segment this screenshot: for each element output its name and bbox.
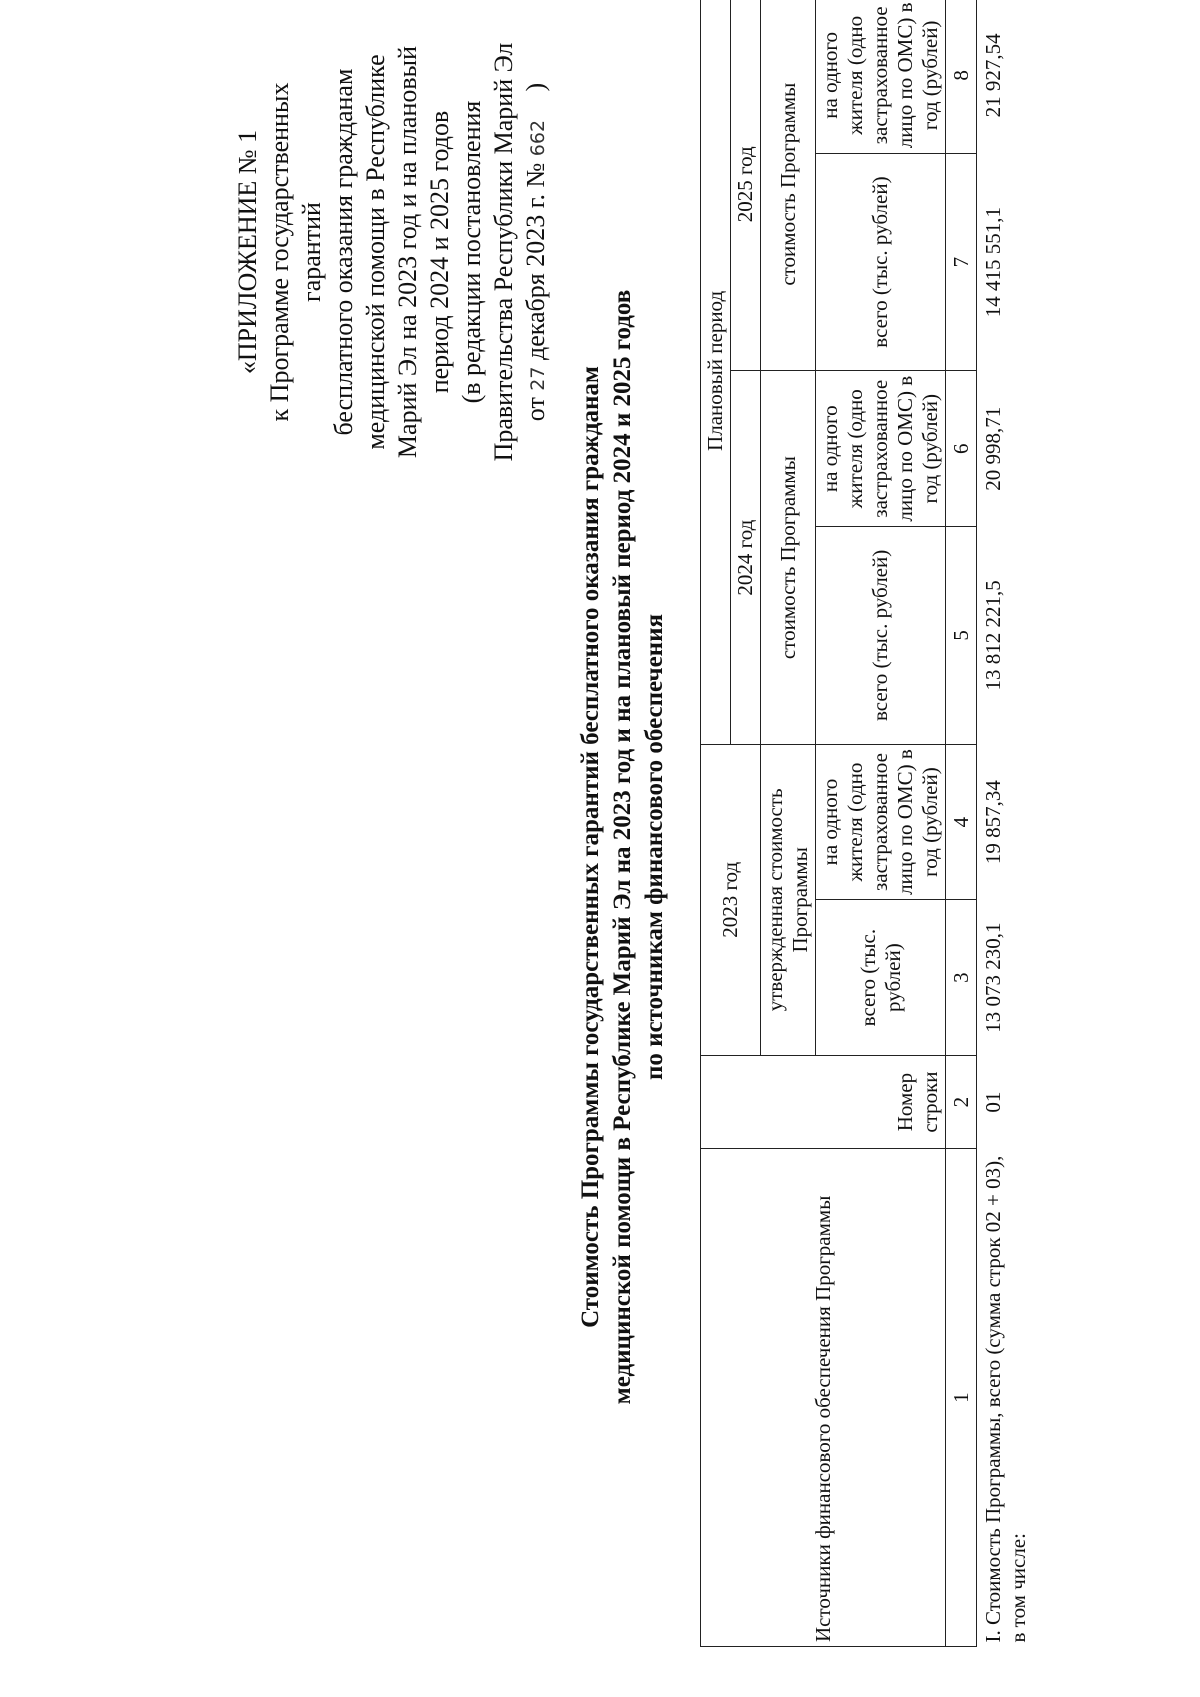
appendix-line: к Программе государственных гарантий xyxy=(265,82,326,422)
column-number: 4 xyxy=(946,744,977,900)
row-total-2025: 14 415 551,1 xyxy=(981,206,1005,318)
header-approved-cost: утвержденная стоимость Программы xyxy=(761,744,816,1055)
row-source: I. Стоимость Программы, всего (сумма строк 02 + 03), в том числе: xyxy=(981,1155,1030,1643)
column-number: 8 xyxy=(946,0,977,153)
row-per-resident-2023: 19 857,34 xyxy=(981,780,1005,865)
column-number: 3 xyxy=(946,900,977,1056)
appendix-header xyxy=(232,32,554,472)
header-total-2025: всего (тыс. рублей) xyxy=(816,153,946,371)
row-total-2024: 13 812 221,5 xyxy=(981,580,1005,691)
appendix-line: бесплатного оказания гражданам xyxy=(329,68,358,436)
title-line: по источникам финансового обеспечения xyxy=(641,613,668,1081)
appendix-line: период 2024 и 2025 годов xyxy=(425,110,454,394)
row-number: 01 xyxy=(981,1091,1005,1113)
row-per-resident-2024: 20 998,71 xyxy=(981,406,1005,491)
header-source: Источники финансового обеспечения Программы xyxy=(701,1149,946,1647)
appendix-date-line xyxy=(520,32,554,472)
header-year-2025: 2025 год xyxy=(731,0,761,371)
appendix-line: Правительства Республики Марий Эл xyxy=(489,42,518,462)
resolution-number: 662 xyxy=(527,119,549,157)
header-planned-period: Плановый период xyxy=(701,0,731,744)
column-number: 2 xyxy=(946,1055,977,1148)
header-row-number: Номер строки xyxy=(701,1055,946,1148)
header-per-resident-2023: на одного жителя (одно застрахованное лицо по ОМС) в год (рублей) xyxy=(816,744,946,900)
resolution-day: 27 xyxy=(527,366,549,391)
date-prefix: от xyxy=(521,397,550,422)
row-per-resident-2025: 21 927,54 xyxy=(981,33,1005,118)
row-total-2023: 13 073 230,1 xyxy=(981,922,1005,1033)
appendix-line: «ПРИЛОЖЕНИЕ № 1 xyxy=(233,129,262,375)
appendix-line: медицинской помощи в Республике xyxy=(361,54,390,450)
column-number: 1 xyxy=(946,1149,977,1647)
cost-table xyxy=(700,0,1041,1647)
date-closing: ) xyxy=(521,82,550,92)
table-row xyxy=(977,0,1042,1647)
header-program-cost-2024: стоимость Программы xyxy=(761,371,816,744)
header-year-2024: 2024 год xyxy=(731,371,761,744)
document-title xyxy=(575,137,671,1557)
header-per-resident-2024: на одного жителя (одно застрахованное лицо по ОМС) в год (рублей) xyxy=(816,371,946,527)
title-line: медицинской помощи в Республике Марий Эл на 2023 год и на плановый период 2024 и 2025 годов xyxy=(609,289,636,1405)
appendix-line: Марий Эл на 2023 год и на плановый xyxy=(393,45,422,459)
appendix-line: (в редакции постановления xyxy=(457,100,486,404)
column-number: 7 xyxy=(946,153,977,371)
column-number: 6 xyxy=(946,371,977,527)
date-middle: декабря 2023 г. № xyxy=(521,162,550,360)
title-line: Стоимость Программы государственных гарантий бесплатного оказания гражданам xyxy=(577,366,604,1328)
header-year-2023: 2023 год xyxy=(701,744,761,1055)
header-per-resident-2025: на одного жителя (одно застрахованное лицо по ОМС) в год (рублей) xyxy=(816,0,946,153)
header-total-2024: всего (тыс. рублей) xyxy=(816,527,946,745)
column-number: 5 xyxy=(946,527,977,745)
header-total-2023: всего (тыс. рублей) xyxy=(816,900,946,1056)
header-program-cost-2025: стоимость Программы xyxy=(761,0,816,371)
